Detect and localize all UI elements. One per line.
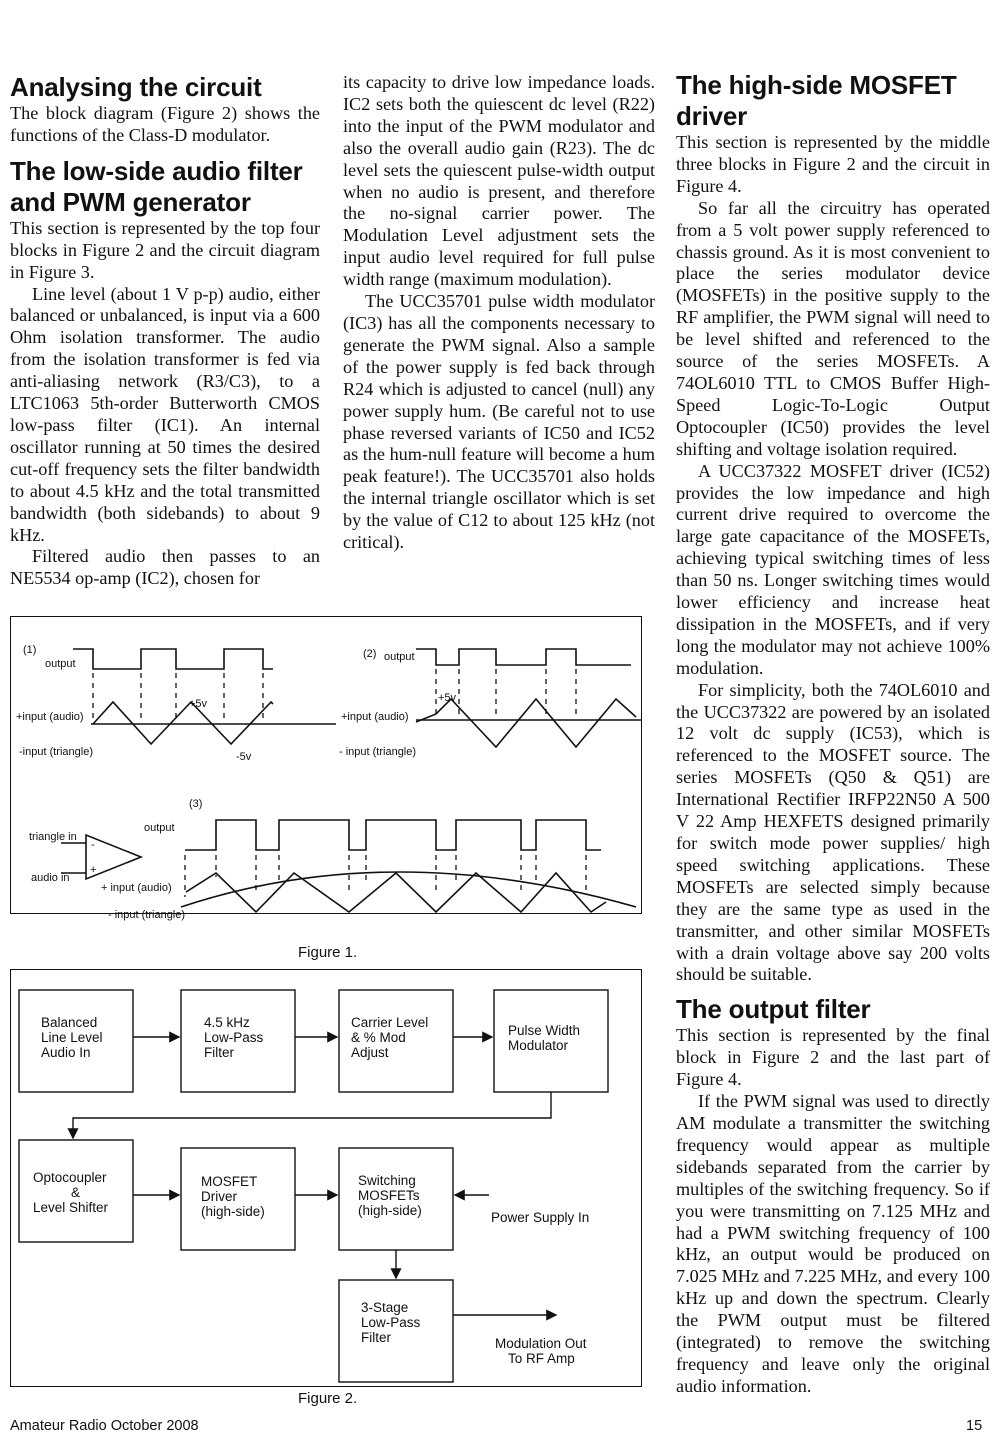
paragraph: This section is represented by the top four blocks in Figure 2 and the circuit diagram in Figure 3. xyxy=(10,217,320,282)
figure-2-caption: Figure 2. xyxy=(298,1390,358,1407)
block-text: & % Mod xyxy=(351,1030,406,1045)
power-supply-label: Power Supply In xyxy=(491,1210,590,1225)
heading-output-filter: The output filter xyxy=(676,994,871,1025)
heading-low-side-filter: The low-side audio filter and PWM generator xyxy=(10,155,303,217)
paragraph: So far all the circuitry has operated from a 5 volt power supply referenced to chassis ground. As it is most convenient to place the series modulator device (MOSFETs) in the positive supply to the RF amplifier, the PWM signal will need to be level shifted and referenced to the source of the series MOSFETs. A 74OL6010 TTL to CMOS Buffer High-Speed Logic-To-Logic Output Optocoupler (IC50) provides the level shifting and voltage isolation required. xyxy=(676,197,990,459)
block-text: Optocoupler xyxy=(33,1170,107,1185)
paragraph: A UCC37322 MOSFET driver (IC52) provides the low impedance and high current drive required to overcome the large gate capacitance of the MOSFETs, achieving typical switching times of less than 50 ns. Longer switching times would lower efficiency and increase heat dissipation in the MOSFETs, and if very long the modulator may not achieve 100% modulation. xyxy=(676,460,990,678)
panel2-number-label: (2) xyxy=(363,648,377,660)
modulation-out-label: To RF Amp xyxy=(508,1351,575,1366)
panel1-number: (1) xyxy=(23,644,37,656)
column-1 xyxy=(10,72,320,590)
figure-2-block-diagram xyxy=(11,970,641,1386)
block-text: Filter xyxy=(204,1045,234,1060)
figure-1 xyxy=(10,616,642,921)
block-text: Filter xyxy=(361,1330,391,1345)
panel3-minus-sign: - xyxy=(91,839,95,851)
block-mosfet-driver xyxy=(181,1148,295,1250)
block-text: 4.5 kHz xyxy=(204,1015,250,1030)
panel3-triangle-in-label: triangle in xyxy=(29,831,77,843)
panel2-triangle xyxy=(416,699,636,747)
panel1-triangle xyxy=(93,702,273,744)
heading-high-side-driver: The high-side MOSFET driver xyxy=(676,70,957,131)
block-text: MOSFETs xyxy=(358,1188,420,1203)
column-3 xyxy=(676,70,990,1398)
block-text: & xyxy=(71,1185,81,1200)
block-text: Switching xyxy=(358,1173,416,1188)
page-number: 15 xyxy=(966,1418,983,1434)
block-text: Adjust xyxy=(351,1045,389,1060)
paragraph: This section is represented by the middle three blocks in Figure 2 and the circuit in Figure 4. xyxy=(676,132,990,196)
figure-1-waveforms xyxy=(11,617,641,921)
block-3stage-filter xyxy=(339,1280,453,1382)
panel1-plus-input-label: +input (audio) xyxy=(16,711,84,723)
heading-analysing-circuit: Analysing the circuit xyxy=(10,72,262,102)
panel1-minus-input-label: -input (triangle) xyxy=(19,746,93,758)
panel3-minus-input-label: - input (triangle) xyxy=(108,909,186,921)
paragraph: The block diagram (Figure 2) shows the functions of the Class-D modulator. xyxy=(10,103,320,145)
block-text: Audio In xyxy=(41,1045,91,1060)
block-text: (high-side) xyxy=(358,1203,422,1218)
panel1-minus5-label: -5v xyxy=(236,751,252,763)
panel2-minus-input-label: - input (triangle) xyxy=(339,746,417,758)
block-text: (high-side) xyxy=(201,1204,265,1219)
panel1-plus5-label: +5v xyxy=(189,698,208,710)
block-text: Pulse Width xyxy=(508,1023,581,1038)
block-text: Modulator xyxy=(508,1038,569,1053)
panel3-plus-sign: + xyxy=(90,864,97,876)
block-text: Driver xyxy=(201,1189,237,1204)
paragraph: This section is represented by the final block in Figure 2 and the last part of Figure 4. xyxy=(676,1025,990,1090)
panel3-audio-curve xyxy=(181,872,636,907)
panel2-plus5-label: +5v xyxy=(438,692,457,704)
block-text: Line Level xyxy=(41,1030,103,1045)
paragraph: Filtered audio then passes to an NE5534 op-amp (IC2), chosen for xyxy=(10,546,320,589)
paragraph: If the PWM signal was used to directly AM modulate a transmitter the switching frequency would appear as multiple sidebands separated from the carrier by multiples of the switching frequency. So if you were transmitting on 7.125 MHz and had a PWM switching frequency of 100 kHz, an output would be produced on 7.025 MHz and 7.225 MHz, and every 100 kHz up and down the spectrum. Clearly the PWM output must be filtered (integrated) to remove the switching frequency and leave only the original audio information. xyxy=(676,1091,990,1396)
panel3-number: (3) xyxy=(189,798,203,810)
block-text: Level Shifter xyxy=(33,1200,109,1215)
column-2 xyxy=(343,72,655,554)
block-text: Low-Pass xyxy=(204,1030,264,1045)
panel2-plus-input-label: +input (audio) xyxy=(341,711,409,723)
block-text: Balanced xyxy=(41,1015,98,1030)
block-text: Low-Pass xyxy=(361,1315,421,1330)
panel2-output-label: output xyxy=(384,651,415,663)
block-text: MOSFET xyxy=(201,1174,258,1189)
panel3-plus-input-label: + input (audio) xyxy=(101,882,172,894)
panel3-audio-in-label: audio in xyxy=(31,872,70,884)
panel2-output-waveform xyxy=(416,649,631,665)
paragraph: For simplicity, both the 74OL6010 and the UCC37322 are powered by an isolated 12 volt dc supply (IC53), which is referenced to the MOSFET source. The series MOSFETs (Q50 & Q51) are International Rectifier IRFP22N50 A 500 V 22 Amp HEXFETS designed primarily for switch mode power supplies/ high speed switching applications. These MOSFETs are selected simply because they are the same type as used in the transmitter, and other similar MOSFETs with a drain voltage above say 200 volts should be suitable. xyxy=(676,679,990,985)
modulation-out-label: Modulation Out xyxy=(495,1336,587,1351)
panel1-output-waveform xyxy=(73,649,273,669)
block-text: Carrier Level xyxy=(351,1015,429,1030)
block-text: 3-Stage xyxy=(361,1300,409,1315)
paragraph: The UCC35701 pulse width modulator (IC3) has all the components necessary to generate the PWM signal. Also a sample of the power supply is fed back through R24 which is adjusted to cancel (null) any power supply hum. (Be careful not to use phase reversed variants of IC50 and IC52 as the hum-null feature will become a hum peak feature!). The UCC35701 also holds the internal triangle oscillator which is set by the value of C12 to about 125 kHz (not critical). xyxy=(343,291,655,553)
paragraph: Line level (about 1 V p-p) audio, either balanced or unbalanced, is input via a 600 Ohm isolation transformer. The audio from the isolation transformer is fed via anti-aliasing network (R3/C3), to a LTC1063 5th-order Butterworth CMOS low-pass filter (IC1). An internal oscillator running at 50 times the desired cut-off frequency sets the filter bandwidth to about 4.5 kHz and the total transmitted bandwidth (both sidebands) to about 9 kHz. xyxy=(10,283,320,545)
panel3-output-label: output xyxy=(144,822,175,834)
arrow xyxy=(73,1092,551,1138)
figure-1-caption: Figure 1. xyxy=(298,944,358,961)
paragraph: its capacity to drive low impedance loads. IC2 sets both the quiescent dc level (R22) into the input of the PWM modulator and also the overall audio gain (R23). The dc level sets the quiescent pulse-width output when no audio is present, and therefore the no-signal carrier power. The Modulation Level adjustment sets the input audio level required for full pulse width range (maximum modulation). xyxy=(343,72,655,290)
figure-2 xyxy=(10,969,642,1387)
panel1-output-label: output xyxy=(45,658,76,670)
footer-publication: Amateur Radio October 2008 xyxy=(10,1418,199,1434)
panel3-output-waveform xyxy=(185,820,601,850)
panel3-triangle xyxy=(186,873,606,912)
